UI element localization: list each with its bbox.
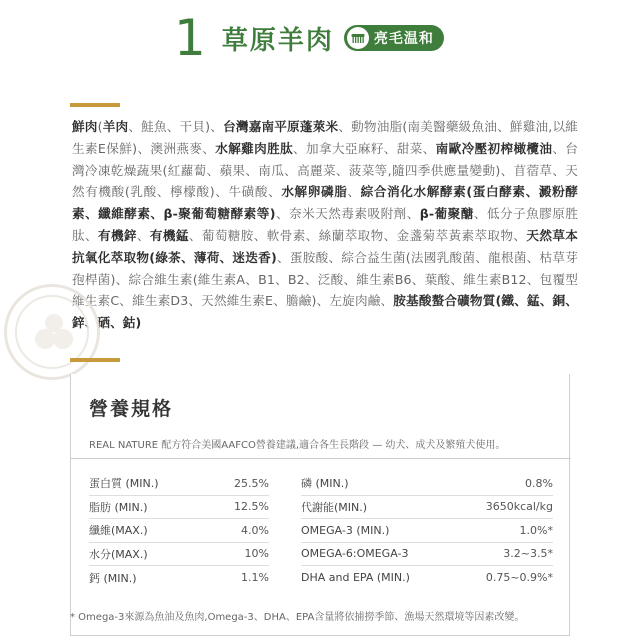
panel-divider <box>71 458 571 459</box>
product-header <box>174 6 444 70</box>
ingredient-text: 、加拿大亞麻籽、甜菜、 <box>293 140 436 156</box>
nutrient-label: 鈣 (MIN.) <box>89 571 137 585</box>
nutrient-value: 3.2~3.5* <box>503 547 553 561</box>
ingredient-highlight: 有機錳 <box>149 227 189 243</box>
nutrient-value: 10% <box>244 547 269 561</box>
nutrition-title: 營養規格 <box>89 398 174 420</box>
feature-badge-label: 亮毛温和 <box>373 31 434 47</box>
nutrient-value: 1.0%* <box>519 523 553 537</box>
nutrient-label: OMEGA-3 (MIN.) <box>301 523 390 537</box>
nutrient-value: 3650kcal/kg <box>485 500 553 514</box>
ingredient-highlight: 鮮肉 <box>72 119 98 134</box>
nutrient-label: 磷 (MIN.) <box>301 477 349 491</box>
nutrient-value: 0.75~0.9%* <box>485 571 553 585</box>
nutrient-value: 1.1% <box>241 571 269 585</box>
nutrition-column-left <box>89 472 269 590</box>
nutrition-row <box>89 543 269 567</box>
divider-top <box>70 103 120 107</box>
product-number: 1 <box>174 9 206 67</box>
nutrition-row <box>301 543 553 567</box>
nutrition-row <box>89 496 269 520</box>
divider-mid <box>70 358 120 362</box>
ingredient-text: 、 <box>347 184 361 200</box>
ingredient-text: 、鮭魚、干貝)、 <box>128 119 224 134</box>
ingredient-text: 、低分子魚膠原胜肽、 <box>72 206 578 243</box>
nutrient-label: 脂肪 (MIN.) <box>89 500 148 514</box>
footnote: * Omega-3來源為魚油及魚肉,Omega-3、DHA、EPA含量將依捕撈季節、漁場天然環境等因素改變。 <box>70 612 525 623</box>
nutrient-value: 0.8% <box>525 476 553 490</box>
nutrition-description: REAL NATURE 配方符合美國AAFCO營養建議,適合各生長階段 — 幼犬、成犬及繁殖犬使用。 <box>89 440 506 451</box>
nutrient-value: 12.5% <box>234 500 269 514</box>
nutrition-row <box>301 566 553 590</box>
ingredient-text: 、 <box>136 227 150 243</box>
ingredients-text <box>72 116 578 334</box>
nutrition-column-right <box>301 472 553 590</box>
nutrition-row <box>301 496 553 520</box>
ingredient-text: 、蛋胺酸、綜合益生菌(法國乳酸菌、龍根菌、枯草芽孢桿菌)、綜合維生素(維生素A、B1、B2、泛酸、維生素B6、葉酸、維生素B12、包覆型維生素C、維生素D3、天然維生素E、膽鹼)、左旋肉鹼、 <box>72 249 578 309</box>
ingredient-text: 、台灣冷凍乾燥蔬果(紅蘿蔔、蘋果、南瓜、高麗菜、菠菜等,隨四季供應量變動)、苜蓿草、天然有機酸(乳酸、檸檬酸)、牛磺酸、 <box>72 140 579 200</box>
nutrition-row <box>89 566 269 590</box>
ingredient-text: 、奈米天然毒素吸附劑、 <box>275 206 420 222</box>
nutrient-value: 4.0% <box>241 523 269 537</box>
ingredient-highlight: 水解雞肉胜肽 <box>215 140 294 156</box>
nutrient-label: 代謝能(MIN.) <box>301 500 368 514</box>
nutrition-row <box>301 472 553 496</box>
watermark-seal-icon <box>4 284 100 380</box>
nutrition-row <box>301 519 553 543</box>
nutrient-label: 纖維(MAX.) <box>89 524 148 538</box>
nutrition-panel <box>70 374 570 636</box>
ingredient-text: 、動物油脂(南美醫藥級魚油、鮮雞油,以維生素E保鮮)、澳洲燕麥、 <box>72 119 579 156</box>
ingredient-text: 、葡萄糖胺、軟骨素、絲蘭萃取物、金盞菊萃黃素萃取物、 <box>188 227 527 243</box>
ingredient-highlight: 台灣嘉南平原蓬萊米 <box>223 119 339 134</box>
ingredient-highlight: 胺基酸螯合礦物質(鐵、錳、銅、鋅、硒、鈷) <box>72 293 578 331</box>
nutrition-row <box>89 472 269 496</box>
nutrient-label: 蛋白質 (MIN.) <box>89 477 159 491</box>
ingredient-highlight: 水解卵磷脂 <box>281 184 348 200</box>
ingredient-text: ( <box>97 119 103 134</box>
nutrient-label: OMEGA-6:OMEGA-3 <box>301 547 409 561</box>
nutrient-value: 25.5% <box>234 476 269 490</box>
comb-icon <box>347 27 369 49</box>
ingredient-highlight: 有機鋅 <box>97 227 137 243</box>
product-title: 草原羊肉 <box>221 25 334 56</box>
ingredient-highlight: 羊肉 <box>102 119 129 134</box>
nutrient-label: DHA and EPA (MIN.) <box>301 571 410 585</box>
ingredient-highlight: β-葡聚醣 <box>419 206 474 222</box>
feature-badge <box>344 25 444 51</box>
nutrient-label: 水分(MAX.) <box>89 547 148 561</box>
ingredient-highlight: 天然草本抗氧化萃取物(綠茶、薄荷、迷迭香) <box>72 227 578 265</box>
ingredient-highlight: 綜合消化水解酵素(蛋白酵素、澱粉酵素、纖維酵素、β-聚葡萄糖酵素等) <box>72 184 578 222</box>
ingredient-highlight: 南歐冷壓初榨橄欖油 <box>435 140 553 156</box>
nutrition-row <box>89 519 269 543</box>
